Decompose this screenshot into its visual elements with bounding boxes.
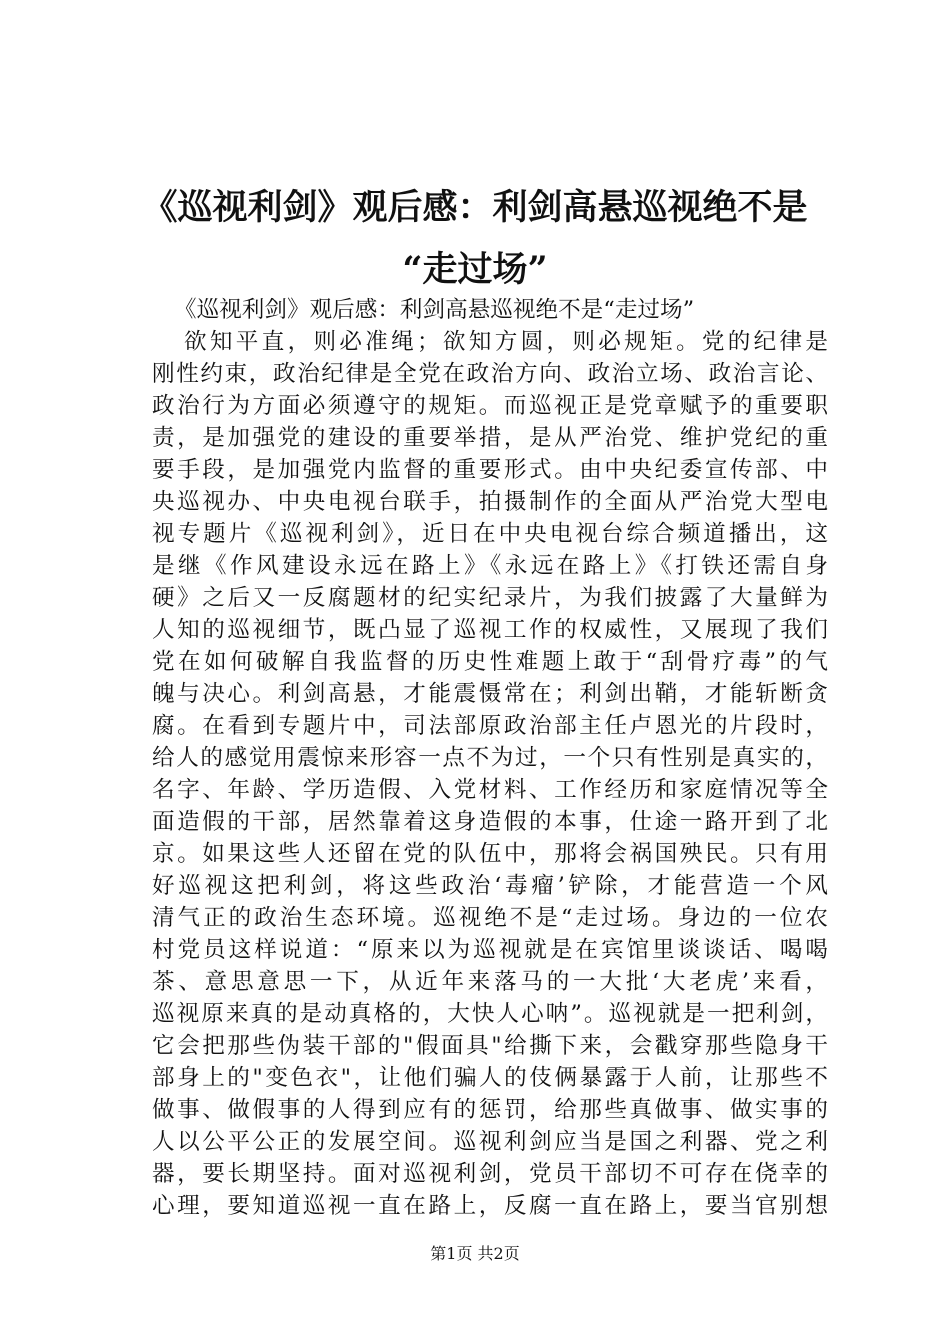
body-line: 政治行为方面必须遵守的规矩。而巡视正是党章赋予的重要职 [152, 393, 828, 419]
body-line: 京。如果这些人还留在党的队伍中，那将会祸国殃民。只有用 [152, 841, 828, 867]
body-line: 腐。在看到专题片中，司法部原政治部主任卢恩光的片段时， [152, 713, 828, 739]
body-line: 茶、意思意思一下，从近年来落马的一大批‘大老虎’来看， [152, 969, 828, 995]
body-line: 好巡视这把利剑，将这些政治‘毒瘤’铲除，才能营造一个风 [152, 873, 828, 899]
body-line: 村党员这样说道：“原来以为巡视就是在宾馆里谈谈话、喝喝 [152, 937, 828, 963]
document-body [152, 294, 828, 1222]
body-line: 面造假的干部，居然靠着这身造假的本事，仕途一路开到了北 [152, 809, 828, 835]
document-subtitle: 《巡视利剑》观后感：利剑高悬巡视绝不是“走过场” [174, 297, 695, 323]
body-line: 部身上的"变色衣"，让他们骗人的伎俩暴露于人前，让那些不 [152, 1065, 828, 1091]
body-line: 给人的感觉用震惊来形容一点不为过，一个只有性别是真实的， [152, 745, 828, 771]
body-line: 硬》之后又一反腐题材的纪实纪录片，为我们披露了大量鲜为 [152, 585, 828, 611]
body-line: 刚性约束，政治纪律是全党在政治方向、政治立场、政治言论、 [152, 361, 828, 387]
body-line: 党在如何破解自我监督的历史性难题上敢于“刮骨疗毒”的气 [152, 649, 828, 675]
body-line: 人知的巡视细节，既凸显了巡视工作的权威性，又展现了我们 [152, 617, 828, 643]
body-line: 做事、做假事的人得到应有的惩罚，给那些真做事、做实事的 [152, 1097, 828, 1123]
body-line: 是继《作风建设永远在路上》《永远在路上》《打铁还需自身 [152, 553, 828, 579]
body-line: 央巡视办、中央电视台联手，拍摄制作的全面从严治党大型电 [152, 489, 828, 515]
body-line: 魄与决心。利剑高悬，才能震慑常在；利剑出鞘，才能斩断贪 [152, 681, 828, 707]
body-line: 巡视原来真的是动真格的，大快人心呐”。巡视就是一把利剑， [152, 1001, 828, 1027]
body-line: 要手段，是加强党内监督的重要形式。由中央纪委宣传部、中 [152, 457, 828, 483]
body-line: 心理，要知道巡视一直在路上，反腐一直在路上，要当官别想 [152, 1193, 828, 1219]
document-title-line-1: 《巡视利剑》观后感：利剑高悬巡视绝不是 [142, 187, 808, 228]
body-line: 清气正的政治生态环境。巡视绝不是“走过场。身边的一位农 [152, 905, 828, 931]
body-line: 视专题片《巡视利剑》，近日在中央电视台综合频道播出，这 [152, 521, 828, 547]
body-line: 欲知平直，则必准绳；欲知方圆，则必规矩。党的纪律是 [184, 329, 828, 355]
body-line: 名字、年龄、学历造假、入党材料、工作经历和家庭情况等全 [152, 777, 828, 803]
body-line: 它会把那些伪装干部的"假面具"给撕下来，会戳穿那些隐身干 [152, 1033, 828, 1059]
page-footer: 第1页 共2页 [430, 1244, 520, 1263]
body-line: 器，要长期坚持。面对巡视利剑，党员干部切不可存在侥幸的 [152, 1161, 828, 1187]
body-line: 责，是加强党的建设的重要举措，是从严治党、维护党纪的重 [152, 425, 828, 451]
document-title-line-2: “走过场” [402, 249, 548, 290]
body-line: 人以公平公正的发展空间。巡视利剑应当是国之利器、党之利 [152, 1129, 828, 1155]
